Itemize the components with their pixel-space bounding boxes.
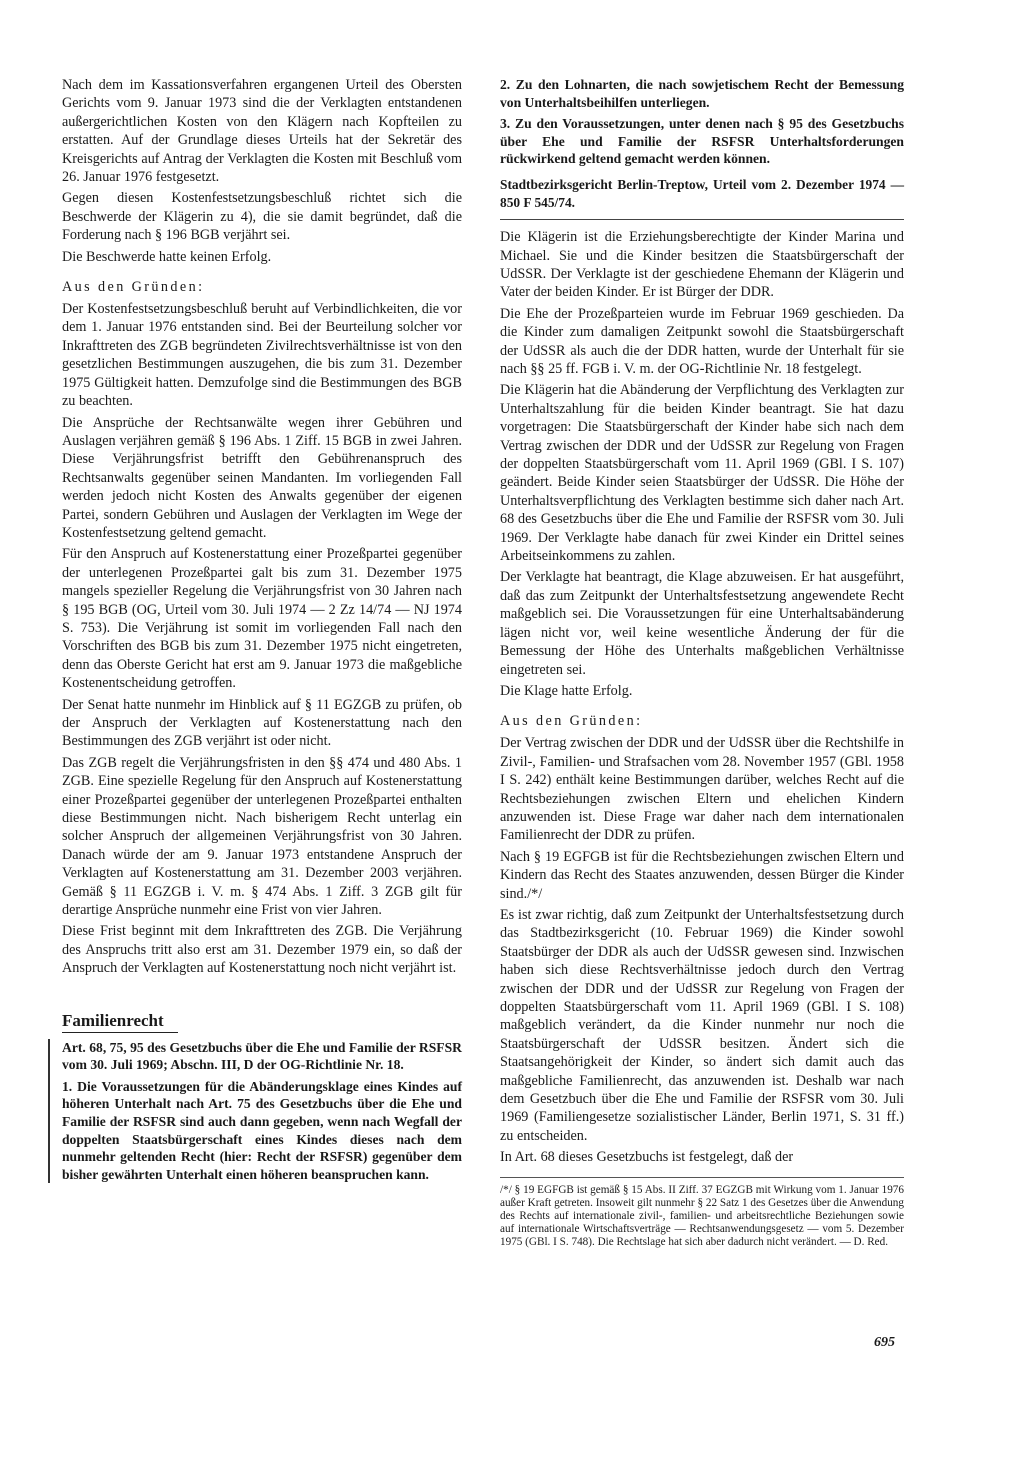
paragraph: Für den Anspruch auf Kostenerstattung einer Prozeßpartei gegenüber der unterlegenen Prozeßpartei galt bis zum 31. Dezember 1975 mangels spezieller Regelung die Verjährungsfrist von 30 Jahren nach § 195 BGB (OG, Urteil vom 30. Juli 1974 — 2 Zz 14/74 — NJ 1974 S. 753). Die Verjährung ist somit im vorliegenden Fall nach den Vorschriften des BGB bis zum 31. Dezember 1975 nicht eingetreten, denn das Oberste Gericht hat erst am 9. Januar 1973 die maßgebliche Kostenentscheidung getroffen. xyxy=(62,546,462,692)
paragraph: Der Vertrag zwischen der DDR und der UdSSR über die Rechtshilfe in Zivil-, Familien- und Strafsachen vom 28. November 1957 (GBl. 1958 I S. 242) enthält keine Bestimmungen darüber, welches Recht auf die Rechtsbeziehungen zwischen Eltern und ehelichen Kindern anzuwenden ist. Diese Frage war daher nach dem internationalen Familienrecht der DDR zu prüfen. xyxy=(500,735,904,844)
law-reference-block xyxy=(62,1039,462,1184)
section-heading: Aus den Gründen: xyxy=(62,279,205,296)
headnote-point: 3. Zu den Voraussetzungen, unter denen nach § 95 des Gesetzbuchs über Ehe und Familie der RSFSR Unterhaltsforderungen rückwirkend geltend gemacht werden können. xyxy=(500,116,904,167)
headnote-point: 1. Die Voraussetzungen für die Abänderungsklage eines Kindes auf höheren Unterhalt nach Art. 75 des Gesetzbuchs über die Ehe und Familie der RSFSR sind auch dann gegeben, wenn nach Wegfall der doppelten Staatsbürgerschaft eines Kindes dieses nach dem nunmehr geltenden Recht (hier: Recht der RSFSR) gegenüber dem bisher gewährten Unterhalt einen höheren beanspruchen kann. xyxy=(62,1078,462,1182)
paragraph: Der Senat hatte nunmehr im Hinblick auf § 11 EGZGB zu prüfen, ob der Anspruch der Verklagten auf Kostenerstattung nach den Bestimmungen des ZGB verjährt ist oder nicht. xyxy=(62,696,462,750)
paragraph: Der Kostenfestsetzungsbeschluß beruht auf Verbindlichkeiten, die vor dem 1. Januar 1976 entstanden sind. Bei der Beurteilung solcher vor Inkrafttreten des ZGB begründeten Zivilrechtsverhältnisse ist von den gesetzlichen Bestimmungen auszugehen, die bis zum 31. Dezember 1975 Gültigkeit hatten. Demzufolge sind die Bestimmungen des BGB zu beachten. xyxy=(62,301,462,410)
paragraph: Das ZGB regelt die Verjährungsfristen in den §§ 474 und 480 Abs. 1 ZGB. Eine spezielle Regelung für den Anspruch auf Kostenerstattung einer Prozeßpartei gegenüber der unterlegenen Prozeßpartei enthalten diese Bestimmungen nicht. Nach bisherigem Recht unterlag ein solcher Anspruch der allgemeinen Verjährungsfrist von 30 Jahren. Danach würde der am 9. Januar 1973 entstandene Anspruch der Verklagten auf Kostenerstattung am 31. Dezember 2003 verjähren. Gemäß § 11 EGZGB i. V. m. § 474 Abs. 1 Ziff. 3 ZGB gilt für derartige Ansprüche nunmehr eine Frist von vier Jahren. xyxy=(62,754,462,919)
paragraph: Gegen diesen Kostenfestsetzungsbeschluß richtet sich die Beschwerde der Klägerin zu 4), die sie damit begründet, daß die Forderung nach § 196 BGB verjährt sei. xyxy=(62,190,462,244)
paragraph: Es ist zwar richtig, daß zum Zeitpunkt der Unterhaltsfestsetzung durch das Stadtbezirksgericht (10. Februar 1969) die Kinder sowohl Staatsbürger der DDR als auch der UdSSR gewesen sind. Inzwischen haben sich diese Rechtsverhältnisse jedoch durch den Vertrag zwischen der DDR und der UdSSR zur Regelung von Fragen der doppelten Staatsbürgerschaft vom 11. April 1969 (GBl. I S. 108) maßgeblich verändert, da die Kinder nunmehr nur noch die Staatsbürgerschaft der UdSSR besitzen. Ändert sich die Staatsangehörigkeit der Kinder, so ändert sich damit auch das maßgebliche Familienrecht, das anzuwenden ist. Deshalb war nach dem Gesetzbuch über die Ehe und Familie der RSFSR vom 30. Juli 1969 (Familiengesetze sozialistischer Länder, Berlin 1971, S. 31 ff.) zu entscheiden. xyxy=(500,906,904,1144)
paragraph: Die Klägerin ist die Erziehungsberechtigte der Kinder Marina und Michael. Sie und die Kinder besitzen die Staatsbürgerschaft der UdSSR. Der Verklagte ist der geschiedene Ehemann der Klägerin und Vater der beiden Kinder. Er ist Bürger der DDR. xyxy=(500,229,904,301)
paragraph: Die Ehe der Prozeßparteien wurde im Februar 1969 geschieden. Da die Kinder zum damaligen Zeitpunkt sowohl die Staatsbürgerschaft der UdSSR als auch die der DDR hatten, wurde der Unterhalt für sie nach §§ 25 ff. FGB i. V. m. der OG-Richtlinie Nr. 18 festgelegt. xyxy=(500,305,904,377)
paragraph: Die Ansprüche der Rechtsanwälte wegen ihrer Gebühren und Auslagen verjähren gemäß § 196 Abs. 1 Ziff. 15 BGB in zwei Jahren. Diese Verjährungsfrist betrifft den Gebührenanspruch des Rechtsanwalts gegenüber seinen Mandanten. Im vorliegenden Fall werden jedoch nicht Kosten des Anwalts gegenüber der eigenen Partei, sondern Gebühren und Auslagen der Verklagten im Wege der Kostenfestsetzung geltend gemacht. xyxy=(62,414,462,541)
paragraph: Der Verklagte hat beantragt, die Klage abzuweisen. Er hat ausgeführt, daß das zum Zeitpunkt der Unterhaltsfestsetzung angewendete Recht maßgeblich sei. Die Voraussetzungen für eine Unterhaltsabänderung lägen nicht vor, weil keine wesentliche Änderung der für die Bemessung der Höhe des Unterhalts maßgeblichen Verhältnisse eingetreten sei. xyxy=(500,569,904,678)
right-column xyxy=(500,76,904,1252)
paragraph: In Art. 68 dieses Gesetzbuchs ist festgelegt, daß der xyxy=(500,1149,794,1166)
headnote-point: 2. Zu den Lohnarten, die nach sowjetischem Recht der Bemessung von Unterhaltsbeihilfen unterliegen. xyxy=(500,77,904,110)
left-column xyxy=(62,76,462,1187)
page-number: 695 xyxy=(874,1335,895,1350)
paragraph: Die Klägerin hat die Abänderung der Verpflichtung des Verklagten zur Unterhaltszahlung für die beiden Kinder beantragt. Sie hat dazu vorgetragen: Die Staatsbürgerschaft der Kinder habe sich nach dem Vertrag zwischen der DDR und der UdSSR zur Regelung von Fragen der doppelten Staatsbürgerschaft vom 11. April 1969 (GBl. I S. 107) geändert. Beide Kinder seien Staatsbürger der UdSSR. Die Höhe der Unterhaltsverpflichtung des Verklagten bestimme sich daher nach Art. 68 des Gesetzbuchs über die Ehe und Familie der RSFSR vom 30. Juli 1969. Der Verklagte habe danach für zwei Kinder ein Drittel seines Arbeitseinkommens zu zahlen. xyxy=(500,382,904,565)
paragraph: Die Klage hatte Erfolg. xyxy=(500,682,633,699)
footnote xyxy=(500,1177,904,1249)
paragraph: Die Beschwerde hatte keinen Erfolg. xyxy=(62,248,272,265)
law-reference: Art. 68, 75, 95 des Gesetzbuchs über die Ehe und Familie der RSFSR vom 30. Juli 1969; Abschn. III, D der OG-Richtlinie Nr. 18. xyxy=(62,1039,462,1073)
paragraph: Nach dem im Kassationsverfahren ergangenen Urteil des Obersten Gerichts vom 9. Januar 1973 sind die der Verklagten entstandenen außergerichtlichen Kosten von den Klägern nach Kopfteilen zu erstatten. Auf der Grundlage dieses Urteils hat der Sekretär des Kreisgerichts auf Antrag der Verklagten die Kosten mit Beschluß vom 26. Januar 1976 festgesetzt. xyxy=(62,77,462,186)
court-citation: Stadtbezirksgericht Berlin-Treptow, Urteil vom 2. Dezember 1974 — 850 F 545/74. xyxy=(500,176,904,220)
paragraph: Nach § 19 EGFGB ist für die Rechtsbeziehungen zwischen Eltern und Kindern das Recht des Staates anzuwenden, dessen Bürger die Kinder sind./*/ xyxy=(500,848,904,902)
paragraph: Diese Frist beginnt mit dem Inkrafttreten des ZGB. Die Verjährung des Anspruchs tritt also erst am 31. Dezember 1979 ein, so daß der Anspruch der Verklagten auf Kostenerstattung noch nicht verjährt ist. xyxy=(62,923,462,977)
section-heading: Aus den Gründen: xyxy=(500,713,643,730)
footnote-text: /*/ § 19 EGFGB ist gemäß § 15 Abs. II Ziff. 37 EGZGB mit Wirkung vom 1. Januar 1976 außer Kraft getreten. Insoweit gilt nunmehr § 22 Satz 1 des Gesetzes über die Anwendung des Rechts auf internationale zivil-, familien- und arbeitsrechtliche Beziehungen sowie auf internationale Wirtschaftsverträge — Rechtsanwendungsgesetz — vom 5. Dezember 1975 (GBl. I S. 748). Die Rechtslage hat sich aber dadurch nicht verändert. — D. Red. xyxy=(500,1183,904,1248)
section-title-familienrecht: Familienrecht xyxy=(62,1011,178,1033)
